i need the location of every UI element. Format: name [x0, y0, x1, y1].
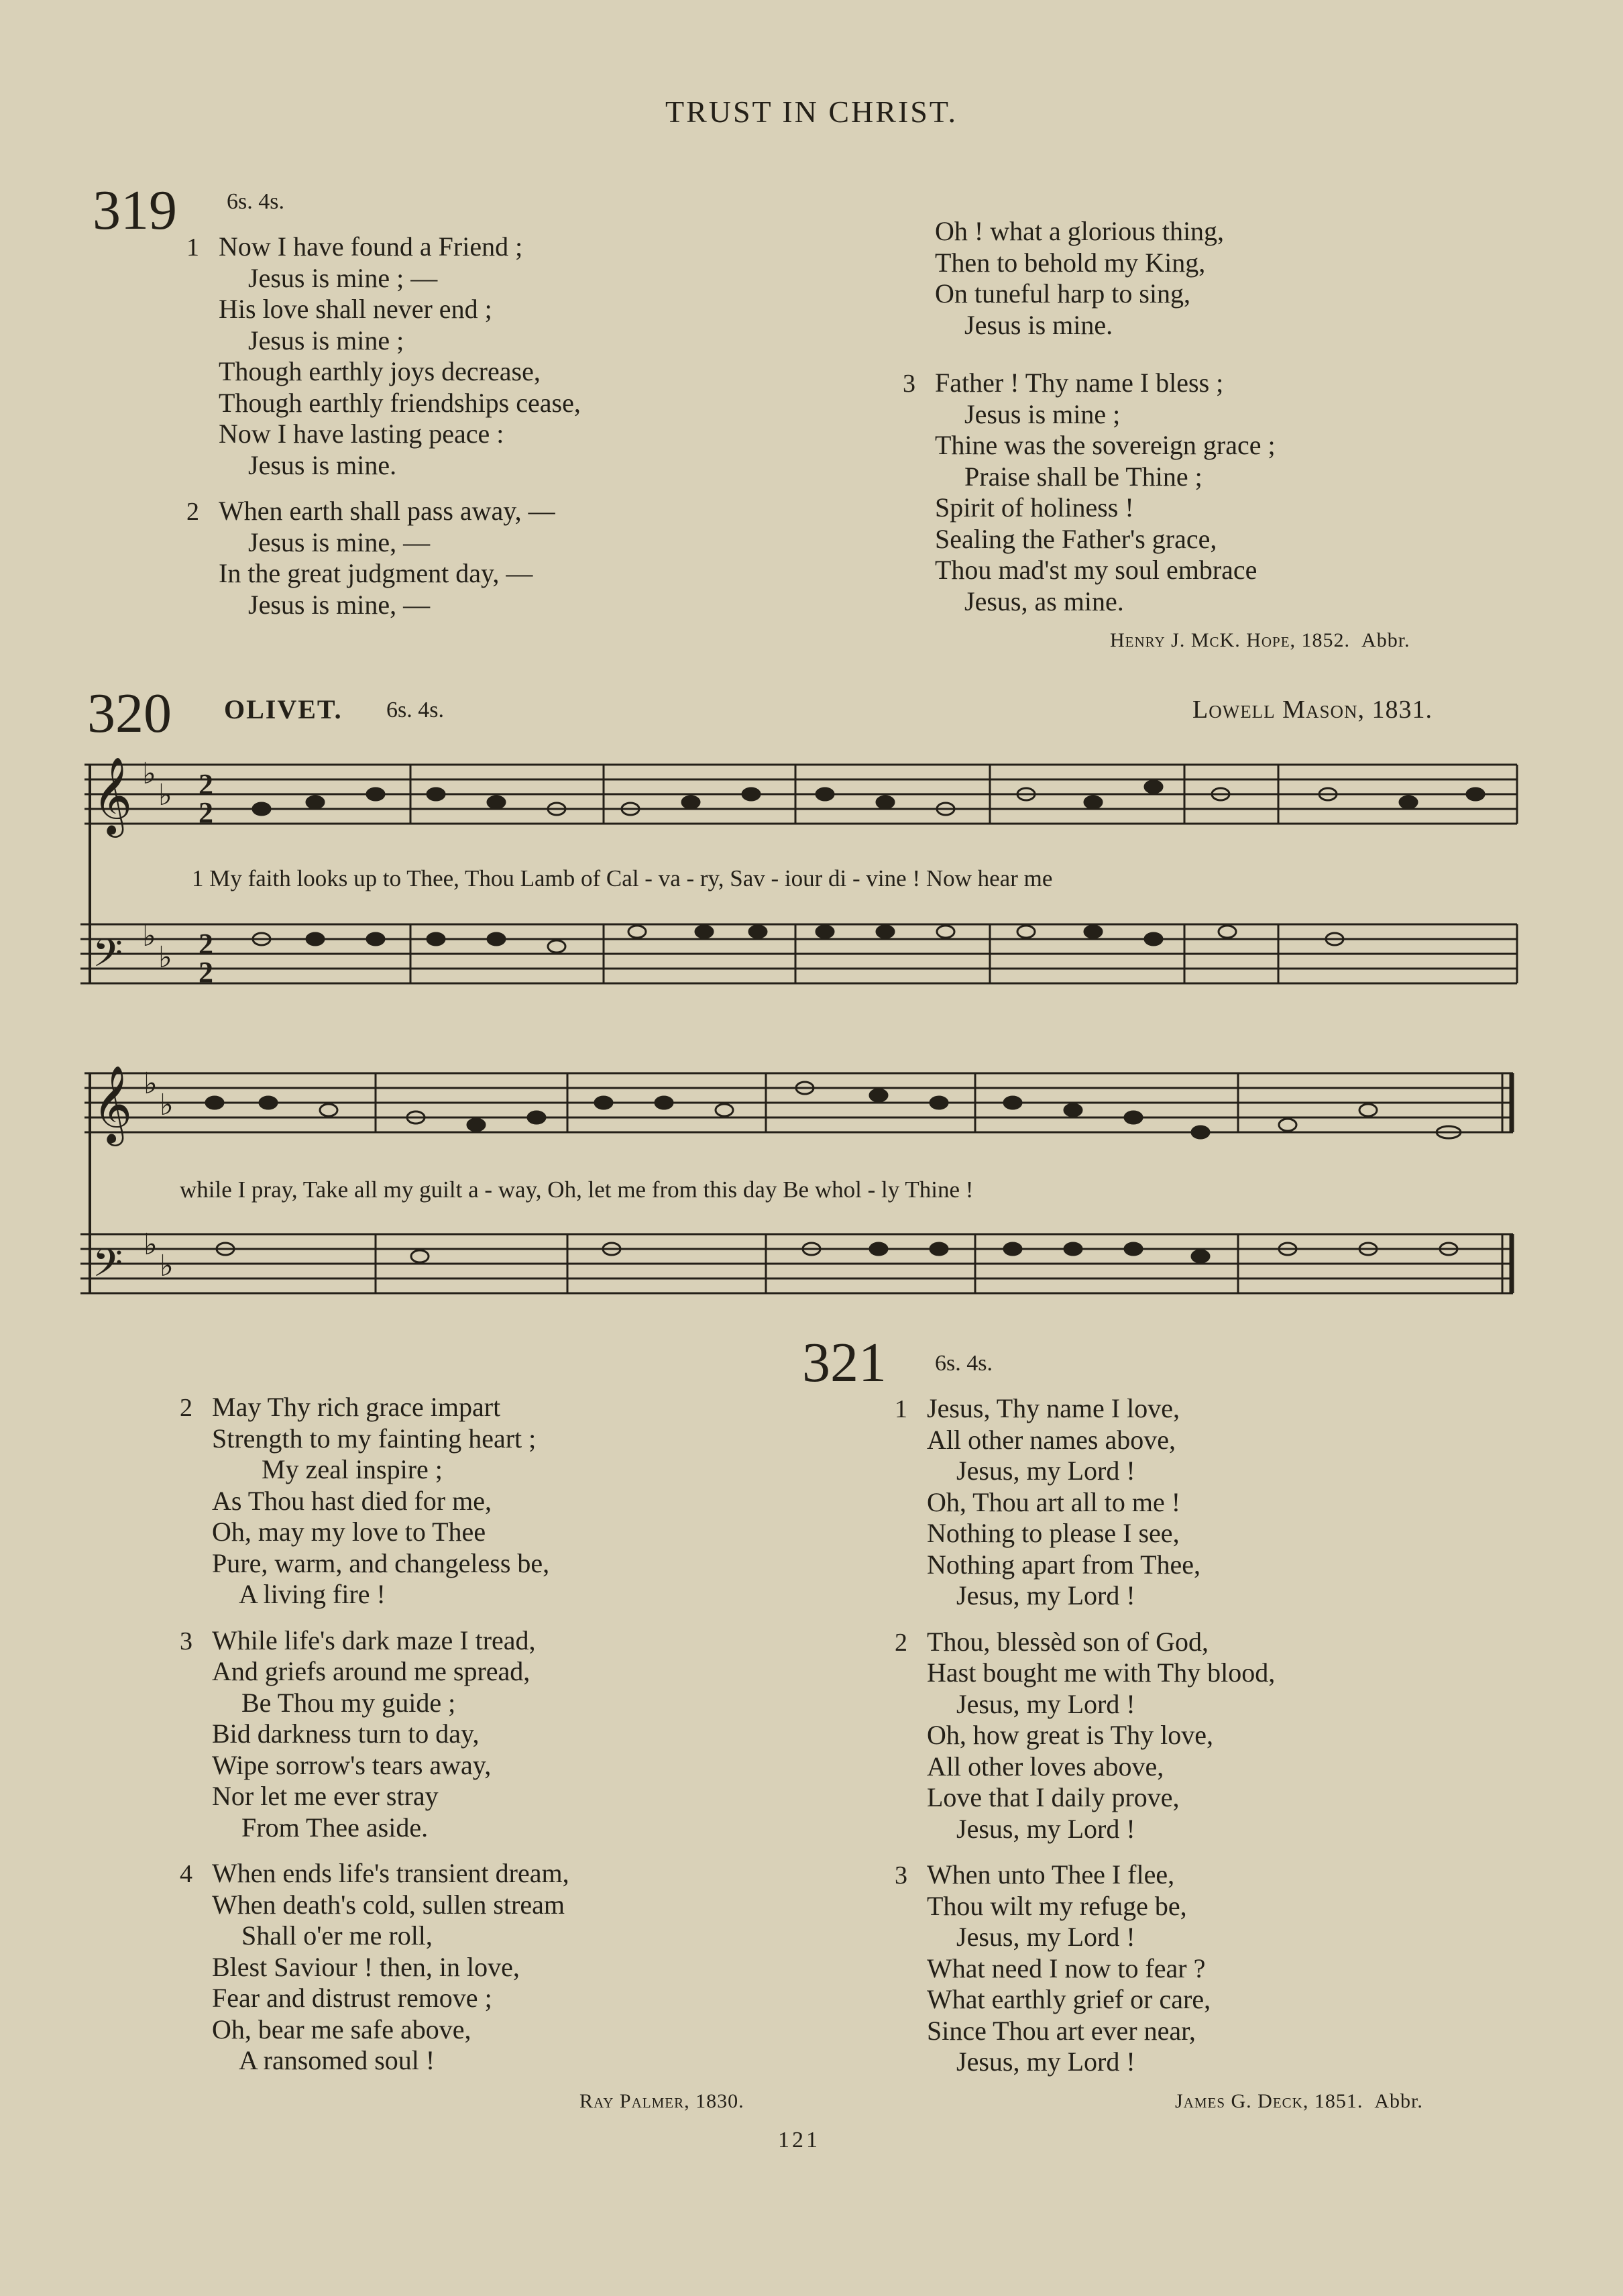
verse-line: Jesus is mine ; — [964, 398, 1121, 429]
svg-text:𝄢: 𝄢 — [93, 1240, 123, 1295]
verse-line: And griefs around me spread, — [212, 1656, 530, 1686]
verse-line: In the great judgment day, — — [219, 558, 533, 588]
verse-line: When death's cold, sullen stream — [212, 1889, 565, 1920]
verse-line: Bid darkness turn to day, — [212, 1718, 480, 1749]
verse-line: On tuneful harp to sing, — [935, 278, 1191, 309]
verse-line: Jesus is mine ; — — [248, 262, 438, 293]
hymn-number-320: 320 — [87, 682, 172, 745]
svg-text:♭: ♭ — [142, 757, 156, 790]
hymn-320-verses — [180, 1392, 816, 2077]
verse-line: Thou mad'st my soul embrace — [935, 555, 1257, 585]
verse-line: Thou wilt my refuge be, — [927, 1890, 1187, 1921]
verse-line: My zeal inspire ; — [262, 1454, 443, 1484]
verse-line: His love shall never end ; — [219, 294, 492, 324]
verse-line: Pure, warm, and changeless be, — [212, 1547, 550, 1578]
svg-text:♭: ♭ — [144, 1228, 158, 1261]
verse-line: Then to behold my King, — [935, 247, 1206, 278]
tune-name: OLIVET. — [224, 694, 343, 724]
verse-number: 3 — [895, 1861, 907, 1890]
hymn-320-lyric-line-1: 1 My faith looks up to Thee, Thou Lamb of Cal - va - ry, Sav - iour di - vine ! Now hear me — [192, 865, 1053, 891]
verse-line: Oh, bear me safe above, — [212, 2014, 471, 2044]
verse-line: What earthly grief or care, — [927, 1984, 1211, 2014]
verse-line: Jesus is mine. — [964, 309, 1113, 340]
author-name: Henry J. McK. Hope, — [1110, 629, 1296, 651]
verse-line: Oh, Thou art all to me ! — [927, 1486, 1181, 1517]
verse-number: 2 — [895, 1628, 907, 1657]
hymn-319-meter: 6s. 4s. — [227, 189, 284, 214]
abbr-note: Abbr. — [1374, 2090, 1423, 2112]
verse-line: Hast bought me with Thy blood, — [927, 1657, 1276, 1688]
verse-line: Jesus is mine, — — [248, 527, 431, 557]
verse-line: Oh, may my love to Thee — [212, 1517, 486, 1547]
verse-line: May Thy rich grace impart — [212, 1392, 501, 1422]
verse-line: When ends life's transient dream, — [212, 1858, 569, 1888]
svg-text:♭: ♭ — [160, 1250, 174, 1282]
verse-line: Praise shall be Thine ; — [964, 461, 1202, 492]
page-title: TRUST IN CHRIST. — [665, 95, 958, 129]
verse-line: Love that I daily prove, — [927, 1782, 1180, 1812]
author-year: 1852. — [1301, 629, 1351, 651]
hymn-number-321: 321 — [802, 1331, 887, 1394]
verse-line: A ransomed soul ! — [239, 2045, 435, 2075]
verse-line: Oh, how great is Thy love, — [927, 1720, 1213, 1750]
verse-line: Strength to my fainting heart ; — [212, 1423, 537, 1454]
verse-line: Now I have lasting peace : — [219, 419, 504, 449]
hymn-321-verses — [895, 1393, 1530, 2078]
verse-line: Jesus, my Lord ! — [956, 1813, 1135, 1844]
verse-line: Since Thou art ever near, — [927, 2015, 1196, 2046]
verse-line: Blest Saviour ! then, in love, — [212, 1951, 520, 1982]
svg-text:𝄢: 𝄢 — [93, 930, 123, 985]
verse-number: 4 — [180, 1860, 192, 1888]
verse-line: Though earthly friendships cease, — [219, 387, 581, 418]
svg-text:2: 2 — [199, 796, 213, 829]
verse-line: A living fire ! — [239, 1579, 386, 1609]
verse-number: 3 — [903, 370, 915, 398]
verse-line: Wipe sorrow's tears away, — [212, 1749, 492, 1780]
author-name: James G. Deck, — [1175, 2090, 1309, 2112]
svg-text:♭: ♭ — [144, 1067, 158, 1100]
verse-number: 3 — [180, 1627, 192, 1655]
verse-line: When unto Thee I flee, — [927, 1859, 1175, 1890]
verse-line: Jesus, my Lord ! — [956, 1688, 1135, 1719]
composer-name: Lowell Mason, — [1192, 696, 1365, 724]
verse-line: As Thou hast died for me, — [212, 1485, 492, 1516]
verse-line: Be Thou my guide ; — [241, 1687, 456, 1718]
svg-text:♭: ♭ — [158, 941, 172, 974]
verse-line: All other names above, — [927, 1424, 1176, 1455]
svg-text:𝄞: 𝄞 — [93, 756, 133, 834]
verse-line: Jesus is mine ; — [248, 325, 404, 356]
author-year: 1851. — [1314, 2090, 1363, 2112]
verse-line: Nor let me ever stray — [212, 1781, 439, 1811]
hymn-number-319: 319 — [93, 179, 177, 241]
hymn-321-meter: 6s. 4s. — [935, 1351, 993, 1376]
page-number: 121 — [778, 2128, 820, 2152]
verse-line: Nothing to please I see, — [927, 1518, 1180, 1548]
verse-line: From Thee aside. — [241, 1812, 429, 1843]
verse-line: Nothing apart from Thee, — [927, 1549, 1201, 1580]
verse-line: What need I now to fear ? — [927, 1953, 1206, 1983]
verse-number: 1 — [186, 233, 199, 262]
verse-line: Though earthly joys decrease, — [219, 356, 541, 386]
verse-line: Jesus, as mine. — [964, 586, 1124, 616]
verse-number: 1 — [895, 1395, 907, 1423]
hymn-320-credit — [579, 2090, 744, 2113]
verse-line: Jesus is mine. — [248, 449, 397, 480]
verse-line: Jesus, my Lord ! — [956, 1456, 1135, 1486]
verse-line: All other loves above, — [927, 1751, 1164, 1782]
verse-number: 2 — [180, 1394, 192, 1422]
svg-text:♭: ♭ — [158, 779, 172, 812]
author-name: Ray Palmer, — [579, 2090, 690, 2112]
verse-line: Jesus is mine, — — [248, 589, 431, 620]
verse-line: Jesus, my Lord ! — [956, 2046, 1135, 2077]
verse-line: Thine was the sovereign grace ; — [935, 430, 1276, 460]
verse-line: Sealing the Father's grace, — [935, 523, 1217, 554]
composer-year: 1831. — [1372, 696, 1433, 724]
verse-line: While life's dark maze I tread, — [212, 1625, 536, 1655]
svg-text:𝄞: 𝄞 — [93, 1064, 133, 1143]
verse-line: Jesus, Thy name I love, — [927, 1393, 1180, 1423]
verse-line: Thou, blessèd son of God, — [927, 1626, 1209, 1657]
author-year: 1830. — [695, 2090, 744, 2112]
verse-line: Fear and distrust remove ; — [212, 1983, 492, 2013]
hymn-321-credit — [1175, 2090, 1423, 2113]
hymn-320-meter: 6s. 4s. — [386, 698, 444, 722]
abbr-note: Abbr. — [1361, 629, 1410, 651]
verse-line: Jesus, my Lord ! — [956, 1922, 1135, 1952]
verse-line: When earth shall pass away, — — [219, 496, 555, 526]
score-clefs — [93, 756, 213, 1295]
svg-text:2: 2 — [199, 768, 213, 801]
verse-line: Shall o'er me roll, — [241, 1920, 433, 1951]
verse-line: Now I have found a Friend ; — [219, 231, 523, 262]
svg-text:♭: ♭ — [142, 920, 156, 952]
svg-text:2: 2 — [199, 956, 213, 989]
svg-text:2: 2 — [199, 928, 213, 961]
svg-text:♭: ♭ — [160, 1089, 174, 1122]
hymn-320-lyric-line-2: while I pray, Take all my guilt a - way, Oh, let me from this day Be whol - ly Thine ! — [180, 1177, 974, 1203]
score-system-2 — [80, 765, 1517, 1293]
verse-line: Jesus, my Lord ! — [956, 1580, 1135, 1610]
verse-number: 2 — [186, 498, 199, 526]
verse-line: Father ! Thy name I bless ; — [935, 368, 1224, 398]
verse-line: Oh ! what a glorious thing, — [935, 216, 1225, 246]
verse-line: Spirit of holiness ! — [935, 492, 1134, 523]
